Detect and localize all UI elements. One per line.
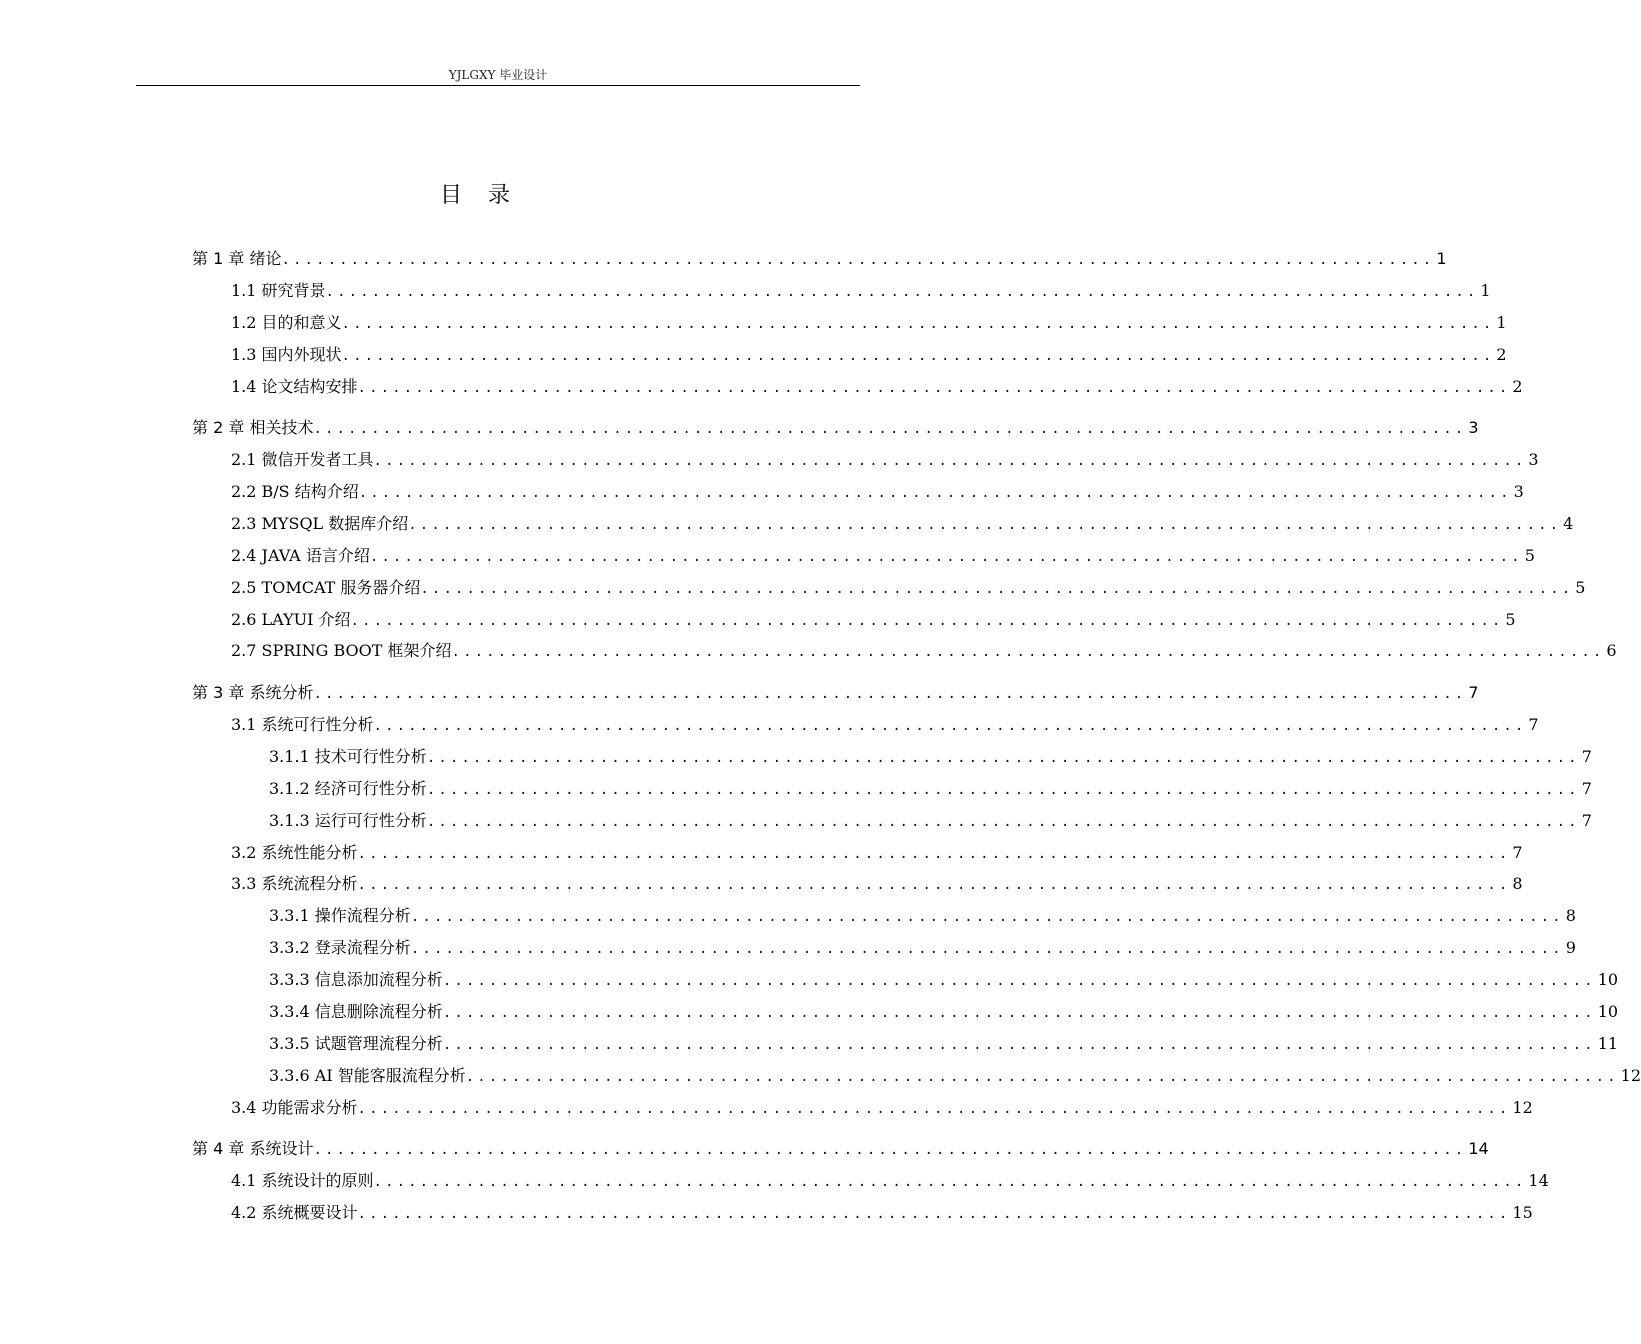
toc-leader: .................................................................................................... [426,814,1580,830]
toc-leader: .................................................................................................... [373,453,1527,469]
toc-leader: .................................................................................................... [281,252,1435,268]
toc-entry-3-4[interactable] [231,1096,1533,1120]
toc-entry-chapter-4[interactable] [192,1137,1489,1161]
toc-entry-label: 2.7 SPRING BOOT 框架介绍 [231,641,452,660]
toc-title [0,178,950,209]
toc-entry-3-2[interactable] [231,841,1523,865]
toc-leader: .................................................................................................... [313,1142,1467,1158]
toc-entry-3-3[interactable] [231,872,1523,896]
toc-entry-label: 1.3 国内外现状 [231,345,342,364]
toc-leader: .................................................................................................... [369,549,1523,565]
toc-entry-label: 2.4 JAVA 语言介绍 [231,546,370,565]
toc-entry-label: 4.1 系统设计的原则 [231,1171,374,1190]
toc-page-number: 11 [1597,1034,1619,1053]
toc-leader: .................................................................................................... [442,973,1596,989]
toc-entry-2-5[interactable] [231,576,1586,600]
toc-page-number: 5 [1524,546,1535,565]
toc-entry-1-4[interactable] [231,375,1523,399]
toc-page-number: 5 [1505,610,1516,629]
toc-leader: .................................................................................................... [358,485,1512,501]
toc-page-number: 1 [1480,281,1491,300]
toc-page-number: 6 [1606,641,1617,660]
toc-entry-label: 3.3.1 操作流程分析 [269,906,411,925]
toc-entry-label: 1.2 目的和意义 [231,313,342,332]
toc-entry-2-3[interactable] [231,512,1574,536]
toc-title-part2: 录 [488,183,511,208]
toc-page-number: 3 [1528,450,1539,469]
toc-page-number: 7 [1581,811,1592,830]
toc-leader: .................................................................................................... [357,380,1511,396]
toc-entry-3-1[interactable] [231,713,1539,737]
toc-page-number: 10 [1597,1002,1619,1021]
toc-page-number: 7 [1468,683,1479,702]
toc-entry-3-1-2[interactable] [269,777,1592,801]
toc-entry-label: 2.3 MYSQL 数据库介绍 [231,514,409,533]
toc-entry-label: 3.2 系统性能分析 [231,843,358,862]
toc-entry-label: 3.1.3 运行可行性分析 [269,811,427,830]
header-rule [136,85,860,86]
toc-entry-1-1[interactable] [231,279,1491,303]
toc-entry-label: 3.3.4 信息删除流程分析 [269,1002,443,1021]
toc-leader: .................................................................................................... [408,517,1562,533]
toc-page-number: 7 [1528,715,1539,734]
toc-entry-3-3-1[interactable] [269,904,1576,928]
toc-leader: .................................................................................................... [442,1037,1596,1053]
toc-page-number: 10 [1597,970,1619,989]
toc-entry-label: 第 2 章 相关技术 [192,418,314,437]
toc-entry-3-3-2[interactable] [269,936,1576,960]
toc-entry-2-1[interactable] [231,448,1539,472]
toc-entry-label: 第 1 章 绪论 [192,249,282,268]
toc-leader: .................................................................................................... [451,644,1605,660]
toc-page-number: 14 [1468,1139,1489,1158]
toc-leader: .................................................................................................... [410,941,1564,957]
toc-entry-label: 3.3.6 AI 智能客服流程分析 [269,1066,466,1085]
toc-leader: .................................................................................................... [426,782,1580,798]
toc-page-number: 1 [1436,249,1447,268]
toc-entry-chapter-1[interactable] [192,247,1447,271]
toc-page-number: 4 [1563,514,1574,533]
toc-entry-1-3[interactable] [231,343,1507,367]
toc-entry-1-2[interactable] [231,311,1507,335]
toc-entry-3-1-3[interactable] [269,809,1592,833]
toc-entry-label: 2.2 B/S 结构介绍 [231,482,359,501]
toc-entry-3-3-4[interactable] [269,1000,1619,1024]
toc-entry-chapter-3[interactable] [192,681,1479,705]
toc-leader: .................................................................................................... [373,1174,1527,1190]
toc-entry-3-3-3[interactable] [269,968,1619,992]
toc-entry-label: 3.1.1 技术可行性分析 [269,747,427,766]
toc-entry-label: 2.6 LAYUI 介绍 [231,610,351,629]
toc-page-number: 9 [1565,938,1576,957]
toc-page-number: 7 [1512,843,1523,862]
toc-leader: .................................................................................................... [442,1005,1596,1021]
toc-leader: .................................................................................................... [341,316,1495,332]
toc-page-number: 14 [1528,1171,1549,1190]
toc-page-number: 7 [1581,747,1592,766]
toc-leader: .................................................................................................... [357,1206,1511,1222]
toc-leader: .................................................................................................... [341,348,1495,364]
toc-page-number: 1 [1496,313,1507,332]
toc-page-number: 7 [1581,779,1592,798]
toc-entry-4-2[interactable] [231,1201,1533,1225]
toc-leader: .................................................................................................... [350,613,1504,629]
toc-page-number: 5 [1575,578,1586,597]
toc-entry-3-3-6[interactable] [269,1064,1641,1088]
toc-entry-label: 3.1.2 经济可行性分析 [269,779,427,798]
toc-entry-4-1[interactable] [231,1169,1549,1193]
toc-entry-chapter-2[interactable] [192,416,1479,440]
toc-page-number: 2 [1496,345,1507,364]
toc-entry-label: 2.5 TOMCAT 服务器介绍 [231,578,421,597]
toc-entry-2-2[interactable] [231,480,1524,504]
toc-leader: .................................................................................................... [313,421,1467,437]
toc-leader: .................................................................................................... [410,909,1564,925]
toc-entry-label: 3.3 系统流程分析 [231,874,358,893]
toc-entry-label: 第 4 章 系统设计 [192,1139,314,1158]
toc-page-number: 8 [1512,874,1523,893]
toc-leader: .................................................................................................... [465,1069,1619,1085]
toc-entry-3-1-1[interactable] [269,745,1592,769]
toc-page-number: 2 [1512,377,1523,396]
toc-entry-label: 第 3 章 系统分析 [192,683,314,702]
toc-page-number: 12 [1620,1066,1641,1085]
toc-entry-3-3-5[interactable] [269,1032,1619,1056]
toc-page-number: 15 [1512,1203,1533,1222]
toc-page-number: 12 [1512,1098,1533,1117]
toc-entry-label: 3.1 系统可行性分析 [231,715,374,734]
toc-entry-2-6[interactable] [231,608,1516,632]
toc-leader: .................................................................................................... [426,750,1580,766]
toc-page-number: 8 [1565,906,1576,925]
toc-entry-label: 3.4 功能需求分析 [231,1098,358,1117]
toc-entry-2-4[interactable] [231,544,1535,568]
toc-entry-label: 4.2 系统概要设计 [231,1203,358,1222]
toc-page-number: 3 [1513,482,1524,501]
page-header: YJLGXY 毕业设计 [448,68,548,82]
toc-leader: .................................................................................................... [420,581,1574,597]
toc-entry-label: 1.4 论文结构安排 [231,377,358,396]
toc-leader: .................................................................................................... [313,686,1467,702]
toc-entry-label: 2.1 微信开发者工具 [231,450,374,469]
toc-page-number: 3 [1468,418,1479,437]
toc-leader: .................................................................................................... [325,284,1479,300]
toc-entry-2-7[interactable] [231,639,1617,663]
toc-leader: .................................................................................................... [357,877,1511,893]
toc-entry-label: 3.3.2 登录流程分析 [269,938,411,957]
toc-entry-label: 3.3.5 试题管理流程分析 [269,1034,443,1053]
toc-leader: .................................................................................................... [373,718,1527,734]
toc-entry-label: 3.3.3 信息添加流程分析 [269,970,443,989]
toc-leader: .................................................................................................... [357,1101,1511,1117]
toc-leader: .................................................................................................... [357,846,1511,862]
toc-title-part1: 目 [439,183,462,208]
toc-entry-label: 1.1 研究背景 [231,281,326,300]
